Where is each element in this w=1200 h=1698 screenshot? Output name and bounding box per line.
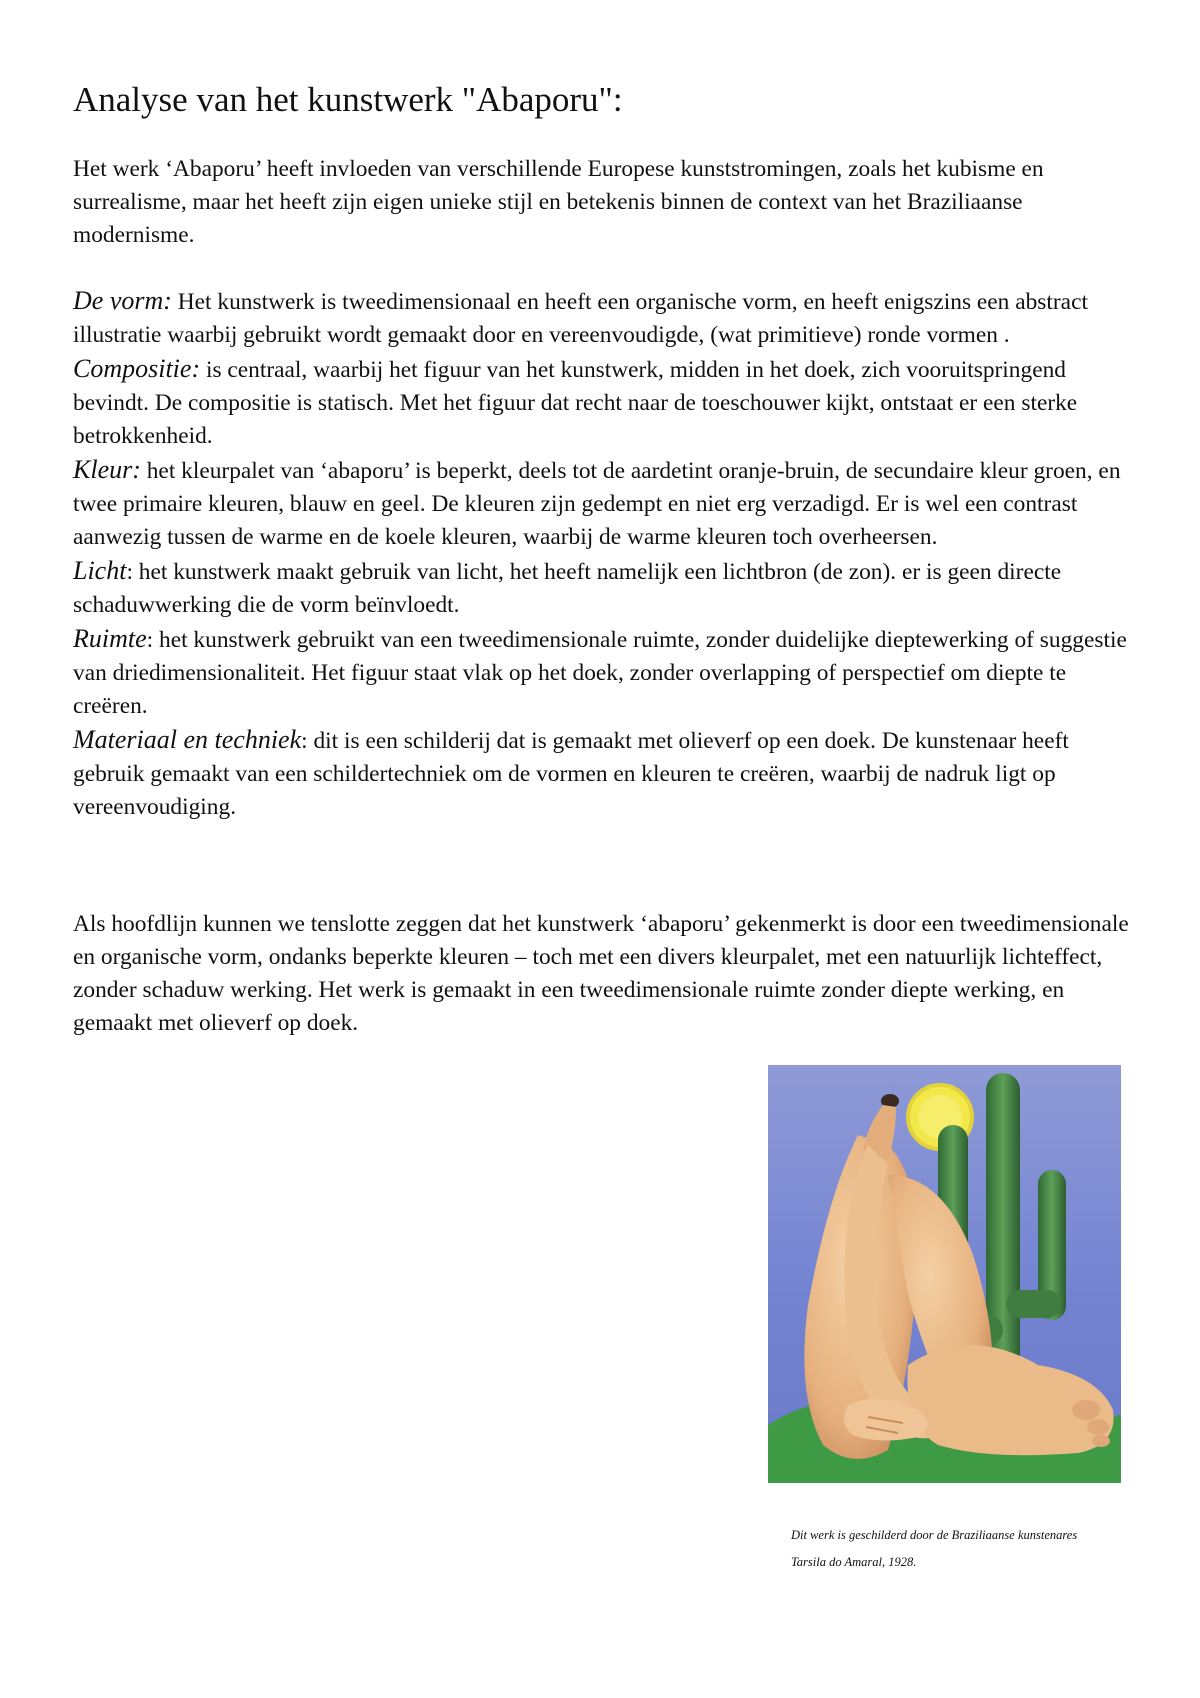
intro-paragraph: Het werk ‘Abaporu’ heeft invloeden van verschillende Europese kunststromingen, zoals het kubisme en surrealisme, maar het heeft zijn eigen unieke stijl en betekenis binnen de context van het Braziliaanse modernisme. xyxy=(73,156,1044,248)
conclusion-text: Als hoofdlijn kunnen we tenslotte zeggen dat het kunstwerk ‘abaporu’ gekenmerkt is door een tweedimensionale en organische vorm, ondanks beperkte kleuren – toch met een divers kleurpalet, met een natuurlijk lichteffect, zonder schaduw werking. Het werk is gemaakt in een tweedimensionale ruimte zonder diepte werking, en xyxy=(73,911,1129,1003)
analysis-item-kleur xyxy=(73,453,1143,554)
term-label: Materiaal en techniek xyxy=(73,725,302,754)
conclusion-last-line: gemaakt met olieverf op doek. xyxy=(73,1010,359,1036)
term-text: : het kunstwerk maakt gebruik van licht, het heeft namelijk een lichtbron (de zon). er is geen directe schaduwwerking die de vorm beïnvloedt. xyxy=(73,559,1062,618)
caption-line-2: Tarsila do Amaral, 1928. xyxy=(791,1555,917,1569)
analysis-item-vorm xyxy=(73,284,1143,352)
term-text: : het kunstwerk gebruikt van een tweedimensionale ruimte, zonder duidelijke dieptewerking of suggestie van driedimensionaliteit. Het figuur staat vlak op het doek, zonder overlapping of perspectief om diepte te creëren. xyxy=(73,627,1127,719)
term-text: : dit is een schilderij dat is gemaakt met olieverf op een doek. De kunstenaar heeft gebruik gemaakt van een schildertechniek om de vormen en kleuren te creëren, waarbij de nadruk ligt op vereenvoudiging. xyxy=(73,728,1069,820)
term-label: Compositie: xyxy=(73,354,201,383)
term-label: Kleur: xyxy=(73,455,141,484)
analysis-item-compositie xyxy=(73,352,1143,453)
abaporu-painting xyxy=(768,1065,1121,1483)
term-text: is centraal, waarbij het figuur van het kunstwerk, midden in het doek, zich vooruitspringend bevindt. De compositie is statisch. Met het figuur dat recht naar de toeschouwer kijkt, ontstaat er een sterke betrokkenheid. xyxy=(73,357,1078,449)
analysis-item-materiaal xyxy=(73,723,1143,824)
analysis-item-licht xyxy=(73,554,1143,622)
page-title: Analyse van het kunstwerk "Abaporu": xyxy=(73,80,623,119)
image-caption xyxy=(791,1522,1131,1576)
term-label: De vorm: xyxy=(73,286,172,315)
caption-line-1: Dit werk is geschilderd door de Braziliaanse kunstenares xyxy=(791,1528,1078,1542)
term-text: Het kunstwerk is tweedimensionaal en heeft een organische vorm, en heeft enigszins een abstract illustratie waarbij gebruikt wordt gemaakt door en vereenvoudigde, (wat primitieve) ronde vormen . xyxy=(73,289,1088,348)
conclusion-paragraph xyxy=(73,908,1143,1040)
analysis-item-ruimte xyxy=(73,622,1143,723)
term-label: Ruimte xyxy=(73,624,147,653)
term-text: het kleurpalet van ‘abaporu’ is beperkt, deels tot de aardetint oranje-bruin, de secundaire kleur groen, en twee primaire kleuren, blauw en geel. De kleuren zijn gedempt en niet erg verzadigd. Er is wel een contrast aanwezig tussen de warme en de koele kleuren, waarbij de warme kleuren toch overheersen. xyxy=(73,458,1121,550)
analysis-section xyxy=(73,284,1143,824)
term-label: Licht xyxy=(73,556,127,585)
